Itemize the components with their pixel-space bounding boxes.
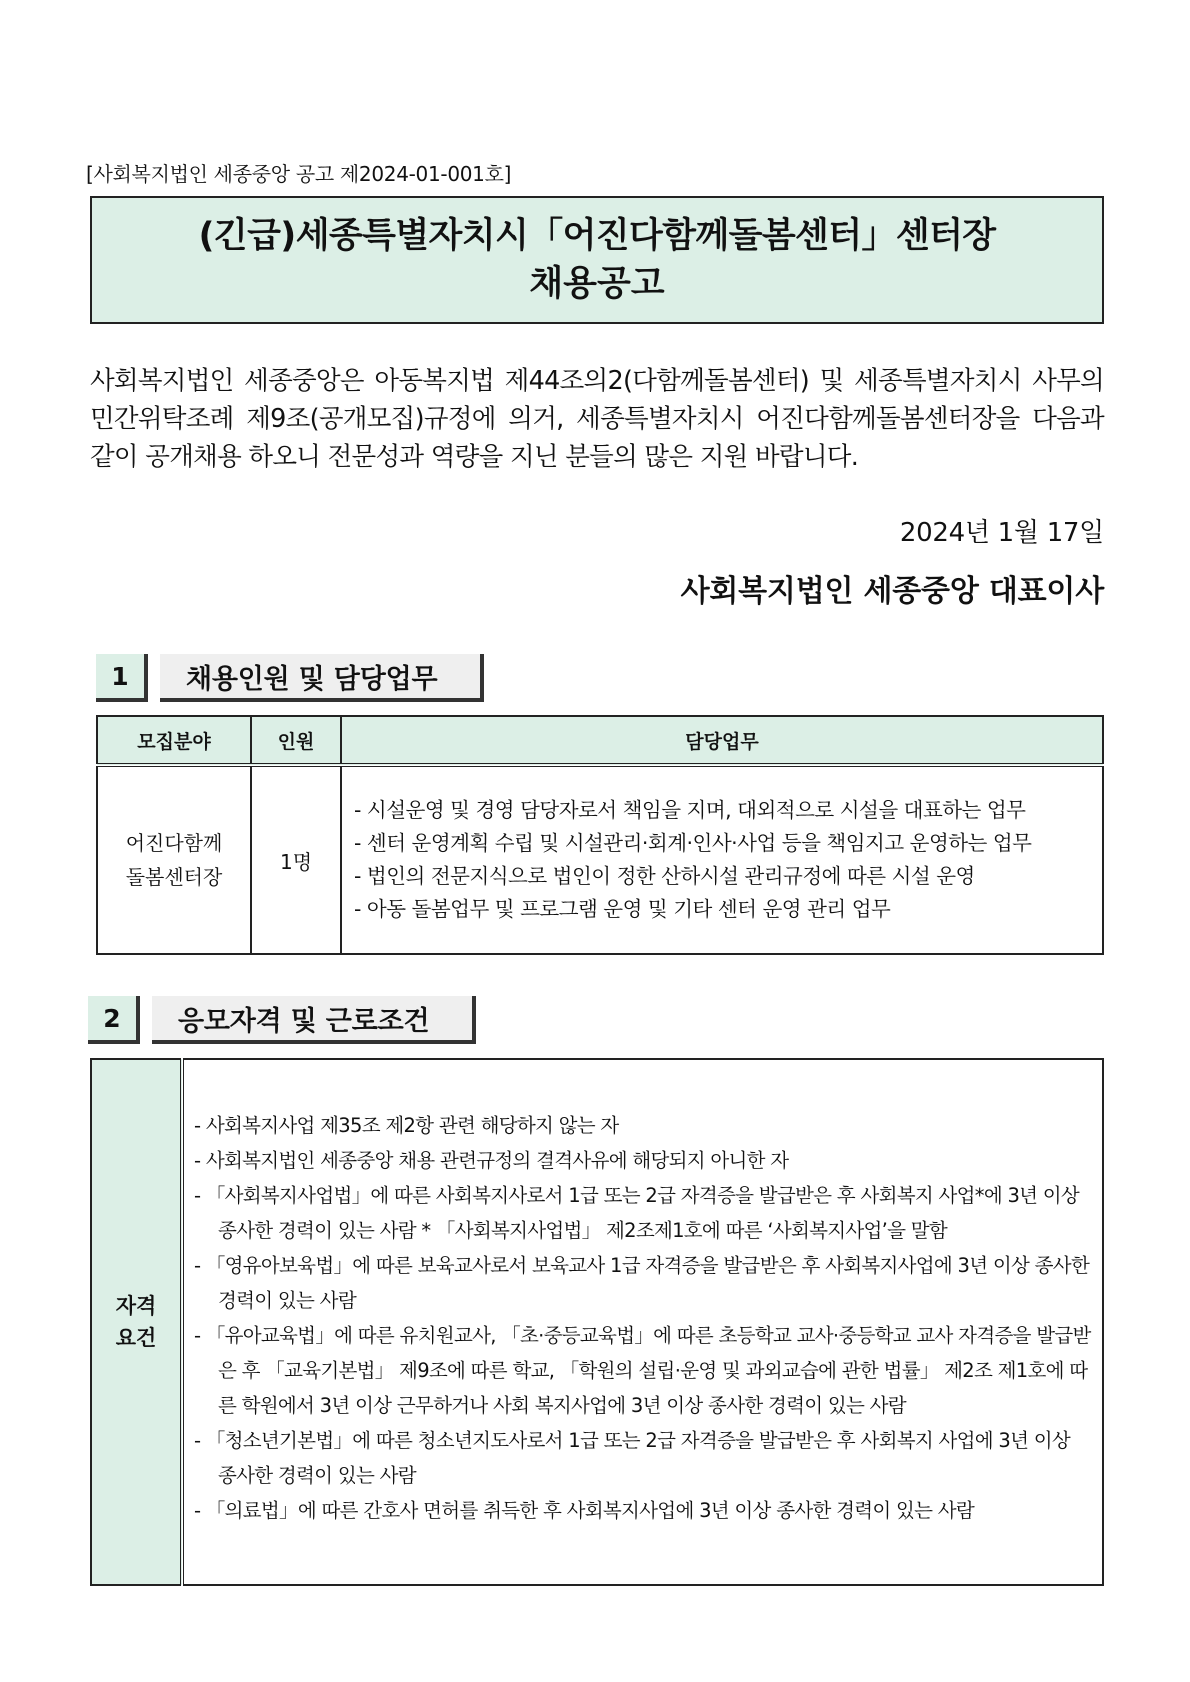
qualification-list <box>182 1059 1103 1585</box>
qualification-label-line1: 자격 <box>115 1294 157 1318</box>
list-item: - 「유아교육법」에 따른 유치원교사, 「초·중등교육법」에 따른 초등학교 교사·중등학교 교사 자격증을 발급받은 후 「교육기본법」 제9조에 따른 학교, 「학원의 설립·운영 및 과외교습에 관한 법률」 제2조 제1호에 따른 학원에서 3년 이상 근무하거나 사회 복지사업에 3년 이상 종사한 경력이 있는 사람 <box>194 1324 1091 1417</box>
title-box <box>90 196 1104 324</box>
qualification-label-line2: 요건 <box>115 1326 157 1350</box>
section2-title: 응모자격 및 근로조건 <box>152 996 476 1044</box>
field-cell <box>97 765 251 954</box>
page-title-line1: (긴급)세종특별자치시「어진다함께돌봄센터」센터장 <box>198 216 996 256</box>
notice-date: 2024년 1월 17일 <box>899 518 1104 548</box>
duty-item: - 법인의 전문지식으로 법인이 정한 산하시설 관리규정에 따른 시설 운영 <box>354 864 975 888</box>
table-row <box>91 1059 1103 1585</box>
list-item: - 사회복지사업 제35조 제2항 관련 해당하지 않는 자 <box>194 1114 619 1137</box>
section1-number: 1 <box>96 654 148 702</box>
notice-number: [사회복지법인 세종중앙 공고 제2024-01-001호] <box>86 162 512 186</box>
duty-item: - 아동 돌봄업무 및 프로그램 운영 및 기타 센터 운영 관리 업무 <box>354 897 891 921</box>
table-row <box>97 765 1103 954</box>
page-title-line2: 채용공고 <box>529 264 665 304</box>
duty-table-header <box>97 716 1103 765</box>
duties-cell <box>341 765 1103 954</box>
qualification-table <box>90 1058 1104 1586</box>
duty-item: - 시설운영 및 경영 담당자로서 책임을 지며, 대외적으로 시설을 대표하는 업무 <box>354 798 1026 822</box>
field-line2: 돌봄센터장 <box>125 865 223 889</box>
section1-title: 채용인원 및 담당업무 <box>160 654 484 702</box>
list-item: - 「의료법」에 따른 간호사 면허를 취득한 후 사회복지사업에 3년 이상 종사한 경력이 있는 사람 <box>194 1499 975 1522</box>
qualification-label <box>91 1059 182 1585</box>
list-item: - 「청소년기본법」에 따른 청소년지도사로서 1급 또는 2급 자격증을 발급받은 후 사회복지 사업에 3년 이상 종사한 경력이 있는 사람 <box>194 1429 1071 1487</box>
header-duties: 담당업무 <box>341 716 1103 765</box>
field-line1: 어진다함께 <box>125 831 223 855</box>
duty-table <box>96 715 1104 955</box>
duty-item: - 센터 운영계획 수립 및 시설관리·회계·인사·사업 등을 책임지고 운영하는 업무 <box>354 831 1032 855</box>
header-field: 모집분야 <box>97 716 251 765</box>
header-count: 인원 <box>251 716 341 765</box>
intro-paragraph: 사회복지법인 세종중앙은 아동복지법 제44조의2(다함께돌봄센터) 및 세종특별자치시 사무의 민간위탁조례 제9조(공개모집)규정에 의거, 세종특별자치시 어진다함께돌봄센터장을 다음과 같이 공개채용 하오니 전문성과 역량을 지닌 분들의 많은 지원 바랍니다. <box>90 366 1104 472</box>
list-item: - 사회복지법인 세종중앙 채용 관련규정의 결격사유에 해당되지 아니한 자 <box>194 1149 789 1172</box>
count-cell: 1명 <box>251 765 341 954</box>
list-item: - 「영유아보육법」에 따른 보육교사로서 보육교사 1급 자격증을 발급받은 후 사회복지사업에 3년 이상 종사한 경력이 있는 사람 <box>194 1254 1090 1312</box>
signer: 사회복지법인 세종중앙 대표이사 <box>680 574 1104 609</box>
section2-number: 2 <box>88 996 140 1044</box>
list-item: - 「사회복지사업법」에 따른 사회복지사로서 1급 또는 2급 자격증을 발급받은 후 사회복지 사업*에 3년 이상 종사한 경력이 있는 사람 * 「사회복지사업법」 제2조제1호에 따른 ‘사회복지사업’을 말함 <box>194 1184 1080 1242</box>
